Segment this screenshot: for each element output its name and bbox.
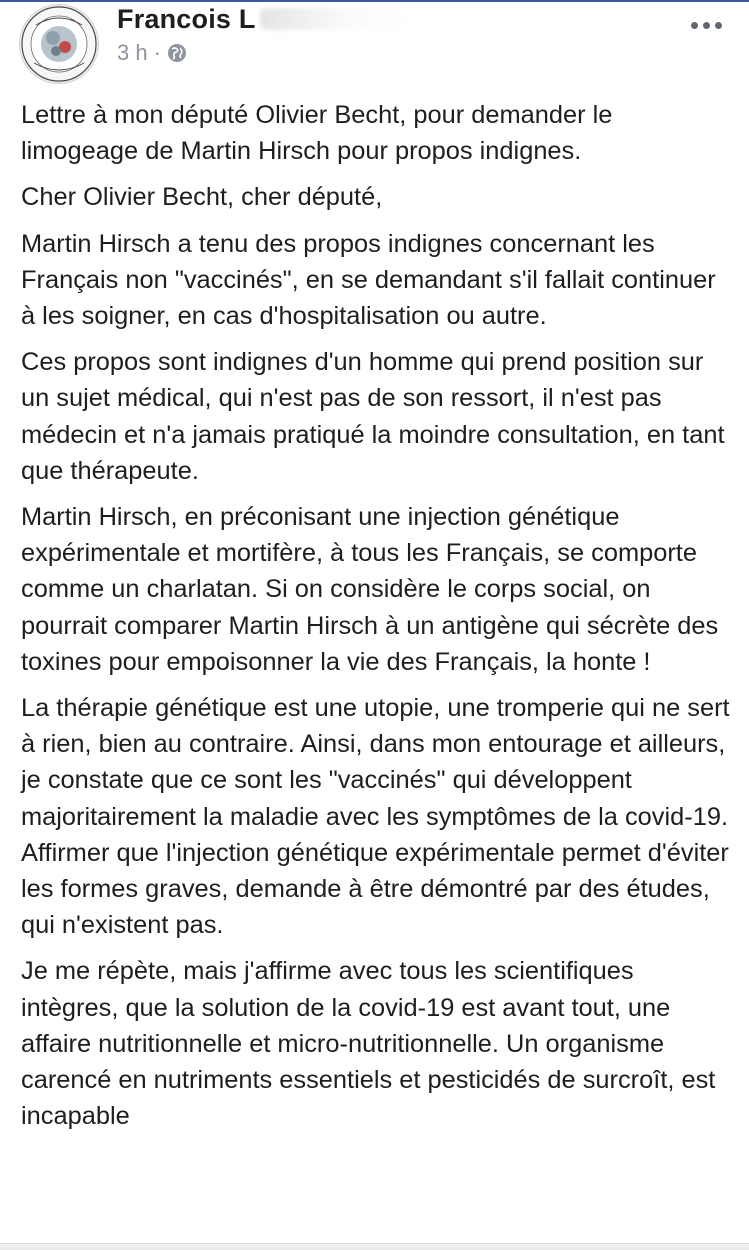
meta-separator: · (153, 40, 161, 65)
dot (703, 22, 710, 29)
redacted-name-blur (260, 8, 410, 30)
profile-picture-icon[interactable] (20, 5, 98, 83)
post-meta (117, 40, 187, 66)
more-options-icon[interactable] (691, 22, 722, 29)
post-body (21, 97, 733, 1144)
author-name-text: Francois L (117, 4, 256, 34)
dot (715, 22, 722, 29)
author-name[interactable] (117, 4, 410, 35)
post-paragraph: La thérapie génétique est une utopie, une tromperie qui ne sert à rien, bien au contraire. Ainsi, dans mon entourage et ailleurs, je constate que ce sont les "vaccinés" qui développent majoritairement la maladie avec les symptômes de la covid-19. Affirmer que l'injection génétique expérimentale permet d'éviter les formes graves, demande à être démontré par des études, qui n'existent pas. (21, 694, 730, 940)
post-paragraph: Lettre à mon député Olivier Becht, pour demander le limogeage de Martin Hirsch pour propos indignes. (21, 101, 613, 166)
post-header (0, 0, 749, 80)
post-timestamp[interactable]: 3 h (117, 40, 148, 65)
dot (691, 22, 698, 29)
post-paragraph: Ces propos sont indignes d'un homme qui prend position sur un sujet médical, qui n'est pas de son ressort, il n'est pas médecin et n'a jamais pratiqué la moindre consultation, en tant que thérapeute. (21, 348, 725, 485)
post-paragraph: Martin Hirsch, en préconisant une injection génétique expérimentale et mortifère, à tous les Français, se comporte comme un charlatan. Si on considère le corps social, on pourrait comparer Martin Hirsch à un antigène qui sécrète des toxines pour empoisonner la vie des Français, la honte ! (21, 503, 719, 676)
bottom-edge (0, 1243, 749, 1250)
post-paragraph: Cher Olivier Becht, cher député, (21, 183, 383, 212)
post-paragraph: Je me répète, mais j'affirme avec tous les scientifiques intègres, que la solution de la covid-19 est avant tout, une affaire nutritionnelle et micro-nutritionnelle. Un organisme carencé en nutriments essentiels et pesticidés de surcroît, est incapable (21, 957, 716, 1131)
post-paragraph: Martin Hirsch a tenu des propos indignes concernant les Français non "vaccinés", en se demandant s'il fallait continuer à les soigner, en cas d'hospitalisation ou autre. (21, 229, 716, 331)
globe-icon (167, 43, 187, 63)
